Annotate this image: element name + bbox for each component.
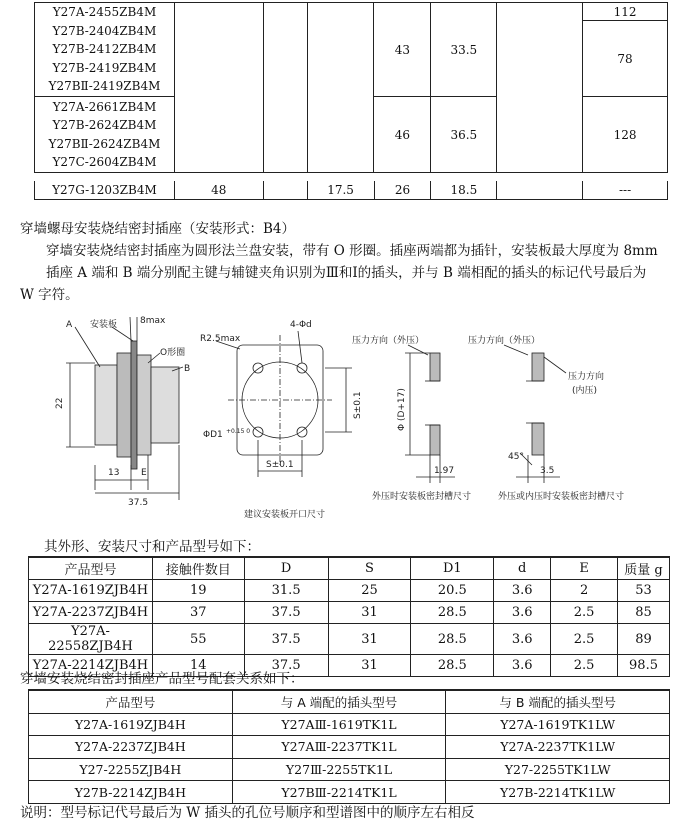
match-header: 与 A 端配的插头型号 [232,690,446,713]
cell: Y27Ⅲ-2255TK1L [232,758,446,781]
cell: 85 [618,602,670,624]
model-cell: Y27B-2412ZB4M [52,42,157,57]
weight-cell: 78 [583,21,668,97]
spec-header: 接触件数目 [152,557,244,580]
label-d1: ΦD1 [203,430,223,440]
match-intro: 穿墙安装烧结密封插座产品型号配套关系如下： [20,671,304,687]
d-cell: 43 [374,3,431,97]
table-row [29,602,670,624]
model-group-1 [35,3,175,97]
section-paragraph-2-end: W 字符。 [20,287,79,303]
model-cell: Y27A-2455ZB4M [52,5,157,20]
label-8max: 8max [140,316,166,326]
section-paragraph-1: 穿墙安装烧结密封插座为圆形法兰盘安装，带有 O 形圈。插座两端都为插针，安装板最大厚度为 8mm [46,243,658,259]
label-oring: O形圈 [160,348,186,358]
weight-cell: --- [583,181,668,199]
cell: 31 [328,624,411,655]
label-a: A [66,320,73,330]
d-cell: 46 [374,97,431,173]
label-phi: Φ (D+17) [397,388,407,431]
cell: 31 [328,655,411,677]
label-dim-22: 22 [55,397,65,409]
label-s-vertical: S±0.1 [353,391,363,419]
e-cell: 36.5 [431,97,497,173]
label-groove-2: 3.5 [540,466,555,476]
empty-cell [497,3,583,173]
label-press-in-2: (内压) [572,386,598,396]
spec-header: S [328,557,411,580]
label-press-out: 压力方向（外压） [352,336,425,346]
spec-table [28,556,670,677]
cell: 28.5 [411,624,494,655]
footnote: 说明：型号标记代号最后为 W 插头的孔位号顺序和型谱图中的顺序左右相反 [20,805,475,821]
spec-header: d [494,557,551,580]
cell: 31 [328,602,411,624]
cell: Y27A-2214ZJB4H [29,655,153,677]
label-angle: 45° [508,452,524,462]
table-row [29,736,670,759]
empty-cell [263,181,307,199]
weight-cell: 112 [583,3,668,21]
empty-cell [263,3,307,173]
cell: 28.5 [411,655,494,677]
model-cell: Y27B-2404ZB4M [52,23,157,38]
cell: 31.5 [244,580,328,602]
cell: Y27A-2237TK1LW [446,736,670,759]
cell: 37 [152,602,244,624]
cell: Y27AⅢ-1619TK1L [232,713,446,736]
cell: 2.5 [551,655,618,677]
cell: 37.5 [244,655,328,677]
cell: Y27AⅢ-2237TK1L [232,736,446,759]
spec-header-row [29,557,670,580]
cell: Y27A-1619ZJB4H [29,580,153,602]
spec-header: D1 [411,557,494,580]
label-dim-37-5: 37.5 [128,498,149,508]
cell: Y27A-2237ZJB4H [29,736,233,759]
label-press-out-2: 压力方向（外压） [468,336,541,346]
top-spec-table [34,2,668,173]
cell: 2.5 [551,602,618,624]
spec-intro: 其外形、安装尺寸和产品型号如下： [44,539,260,555]
cell: 14 [152,655,244,677]
label-r2-5: R2.5max [200,334,241,344]
cell: Y27B-2214TK1LW [446,781,670,804]
cell: 89 [618,624,670,655]
plate-opening-view [216,331,352,477]
cell: Y27A-2237ZJB4H [29,602,153,624]
model-cell: Y27B-2624ZB4M [52,118,157,132]
empty-cell [497,181,583,199]
groove-section-outer [405,345,455,483]
match-header: 产品型号 [29,690,233,713]
cell: 53 [618,580,670,602]
table-row [29,758,670,781]
label-s-horizontal: S±0.1 [266,460,294,470]
model-cell: Y27G-1203ZB4M [35,181,175,199]
cell: 37.5 [244,602,328,624]
groove-section-both [504,345,566,483]
cell: 98.5 [618,655,670,677]
cell: Y27BⅢ-2214TK1L [232,781,446,804]
c1-cell: 48 [174,181,263,199]
section-paragraph-2: 插座 A 端和 B 端分别配主键与辅键夹角识别为Ⅲ和Ⅰ的插头，并与 B 端相配的插头的标记代号最后为 [46,265,647,281]
model-cell: Y27C-2604ZB4M [52,155,157,169]
match-header-row [29,690,670,713]
table-row [29,624,670,655]
cell: 2 [551,580,618,602]
cell: Y27A-1619TK1LW [446,713,670,736]
c2-cell: 17.5 [307,181,374,199]
table-row [29,580,670,602]
spec-header: D [244,557,328,580]
empty-cell [307,3,374,173]
cell: Y27A-1619ZJB4H [29,713,233,736]
connector-side-view [66,317,186,500]
e-cell: 33.5 [431,3,497,97]
model-cell: Y27B-2419ZB4M [52,60,157,75]
table-row [29,781,670,804]
model-cell: Y27BⅡ-2419ZB4M [48,79,161,94]
d-cell: 26 [374,181,431,199]
e-cell: 18.5 [431,181,497,199]
cell: 20.5 [411,580,494,602]
match-table [28,689,670,804]
cell: 3.6 [494,624,551,655]
spec-header: E [551,557,618,580]
section-title: 穿墙螺母安装烧结密封插座（安装形式：B4） [20,221,296,237]
cell: Y27B-2214ZJB4H [29,781,233,804]
cell: 3.6 [494,580,551,602]
model-group-2 [35,97,175,173]
label-hole: 4-Φd [290,320,312,330]
diagram-caption: 建议安装板开口尺寸 [244,510,326,520]
label-dim-13: 13 [108,468,120,478]
label-d1-tolerance: +0.15 0 [226,428,251,435]
cell: Y27A-22558ZJB4H [29,624,153,655]
caption-outer: 外压时安装板密封槽尺寸 [372,492,472,502]
cell: 25 [328,580,411,602]
match-header: 与 B 端配的插头型号 [446,690,670,713]
label-dim-e: E [141,468,147,478]
cell: 19 [152,580,244,602]
model-cell: Y27BⅡ-2624ZB4M [48,136,161,151]
cell: 2.5 [551,624,618,655]
spec-header: 产品型号 [29,557,153,580]
spec-header: 质量 g [618,557,670,580]
label-press-in: 压力方向 [568,372,605,382]
label-plate: 安装板 [90,320,118,330]
model-cell: Y27A-2661ZB4M [52,99,157,114]
mounting-diagram [0,305,700,535]
top-spec-table-last-row [34,181,668,200]
table-row [29,713,670,736]
label-b: B [184,364,191,374]
weight-cell: 128 [583,97,668,173]
cell: 37.5 [244,624,328,655]
cell: Y27-2255ZJB4H [29,758,233,781]
cell: Y27-2255TK1LW [446,758,670,781]
label-groove-1: 1.97 [434,466,455,476]
cell: 55 [152,624,244,655]
cell: 3.6 [494,655,551,677]
empty-cell [174,3,263,173]
cell: 3.6 [494,602,551,624]
cell: 28.5 [411,602,494,624]
caption-both: 外压或内压时安装板密封槽尺寸 [498,492,625,502]
